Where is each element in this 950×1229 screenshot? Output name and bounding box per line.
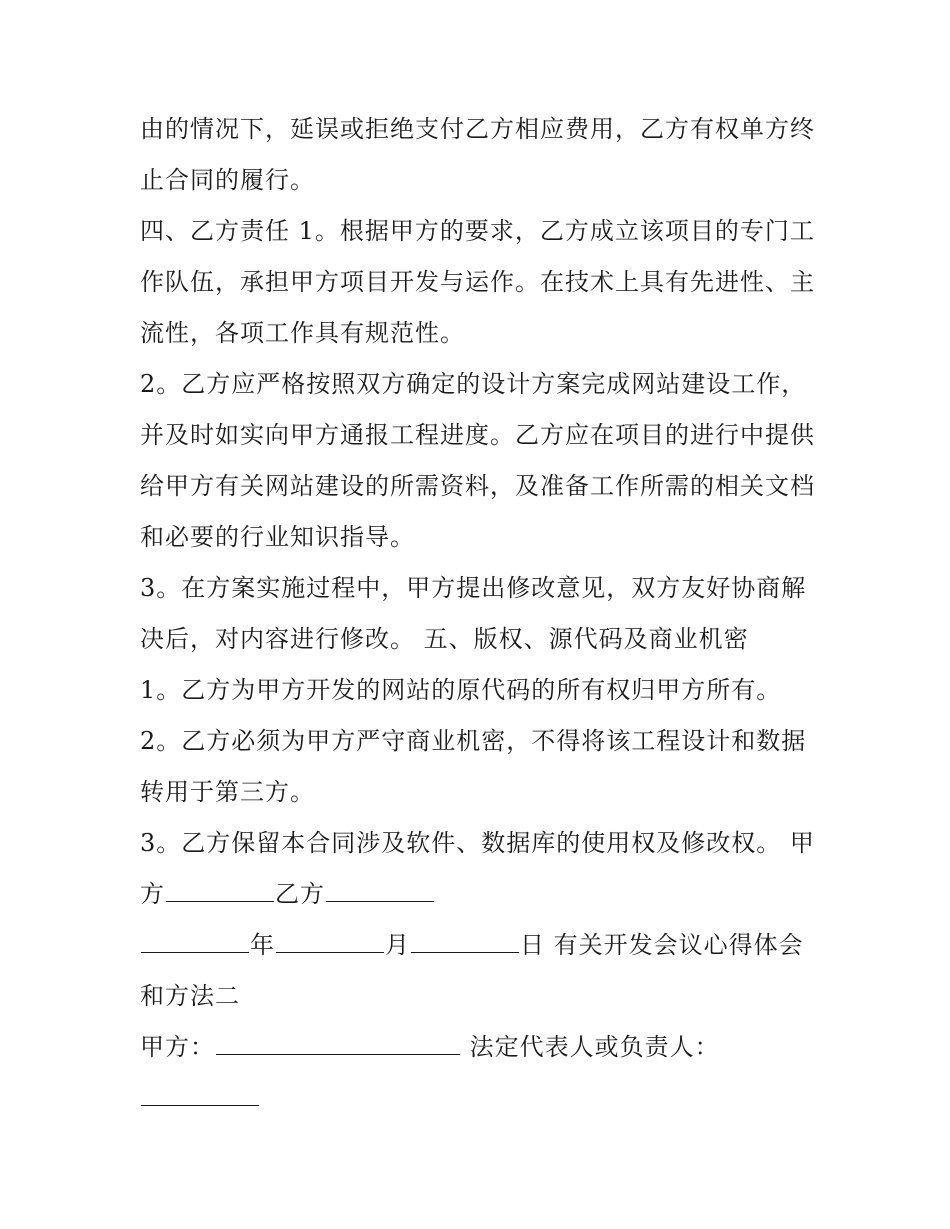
representative-blank [141, 1083, 259, 1106]
text-line: 2。乙方必须为甲方严守商业机密，不得将该工程设计和数据 [140, 727, 807, 755]
day-label: 日 [520, 931, 545, 959]
text-line: 决后，对内容进行修改。 五、版权、源代码及商业机密 [140, 625, 749, 653]
year-label: 年 [250, 931, 275, 959]
day-blank [411, 930, 519, 953]
month-label: 月 [385, 931, 410, 959]
party-a-label: 甲方： [140, 1033, 215, 1061]
contract-party-line [140, 1022, 840, 1073]
text-line: 给甲方有关网站建设的所需资料，及准备工作所需的相关文档 [140, 472, 815, 500]
text-line: 由的情况下，延误或拒绝支付乙方相应费用，乙方有权单方终 [140, 115, 815, 143]
text-line: 2。乙方应严格按照双方确定的设计方案完成网站建设工作， [140, 370, 807, 398]
text-line: 作队伍，承担甲方项目开发与运作。在技术上具有先进性、主 [140, 268, 815, 296]
month-blank [276, 930, 384, 953]
party-b-label: 乙方 [275, 880, 325, 908]
text-line: 转用于第三方。 [140, 778, 315, 806]
signature-line [140, 869, 840, 920]
party-a-blank [166, 879, 274, 902]
representative-label: 法定代表人或负责人： [469, 1033, 720, 1061]
text-line: 1。乙方为甲方开发的网站的原代码的所有权归甲方所有。 [140, 676, 782, 704]
party-a-blank [216, 1032, 460, 1055]
text-line: 3。乙方保留本合同涉及软件、数据库的使用权及修改权。 甲 [140, 829, 815, 857]
text-line: 3。在方案实施过程中，甲方提出修改意见，双方友好协商解 [140, 574, 807, 602]
text-line: 和必要的行业知识指导。 [140, 523, 415, 551]
text-line: 流性，各项工作具有规范性。 [140, 319, 465, 347]
heading-continuation: 和方法二 [140, 982, 240, 1010]
text-line: 并及时如实向甲方通报工程进度。乙方应在项目的进行中提供 [140, 421, 815, 449]
heading-text: 有关开发会议心得体会 [553, 931, 804, 959]
party-b-blank [326, 879, 434, 902]
year-blank [141, 930, 249, 953]
representative-blank-line [140, 1073, 840, 1124]
document-body [140, 104, 840, 1124]
text-line: 四、乙方责任 1。根据甲方的要求，乙方成立该项目的专门工 [140, 217, 815, 245]
text-line: 止合同的履行。 [140, 166, 315, 194]
party-a-label: 方 [140, 880, 165, 908]
date-line [140, 920, 840, 971]
